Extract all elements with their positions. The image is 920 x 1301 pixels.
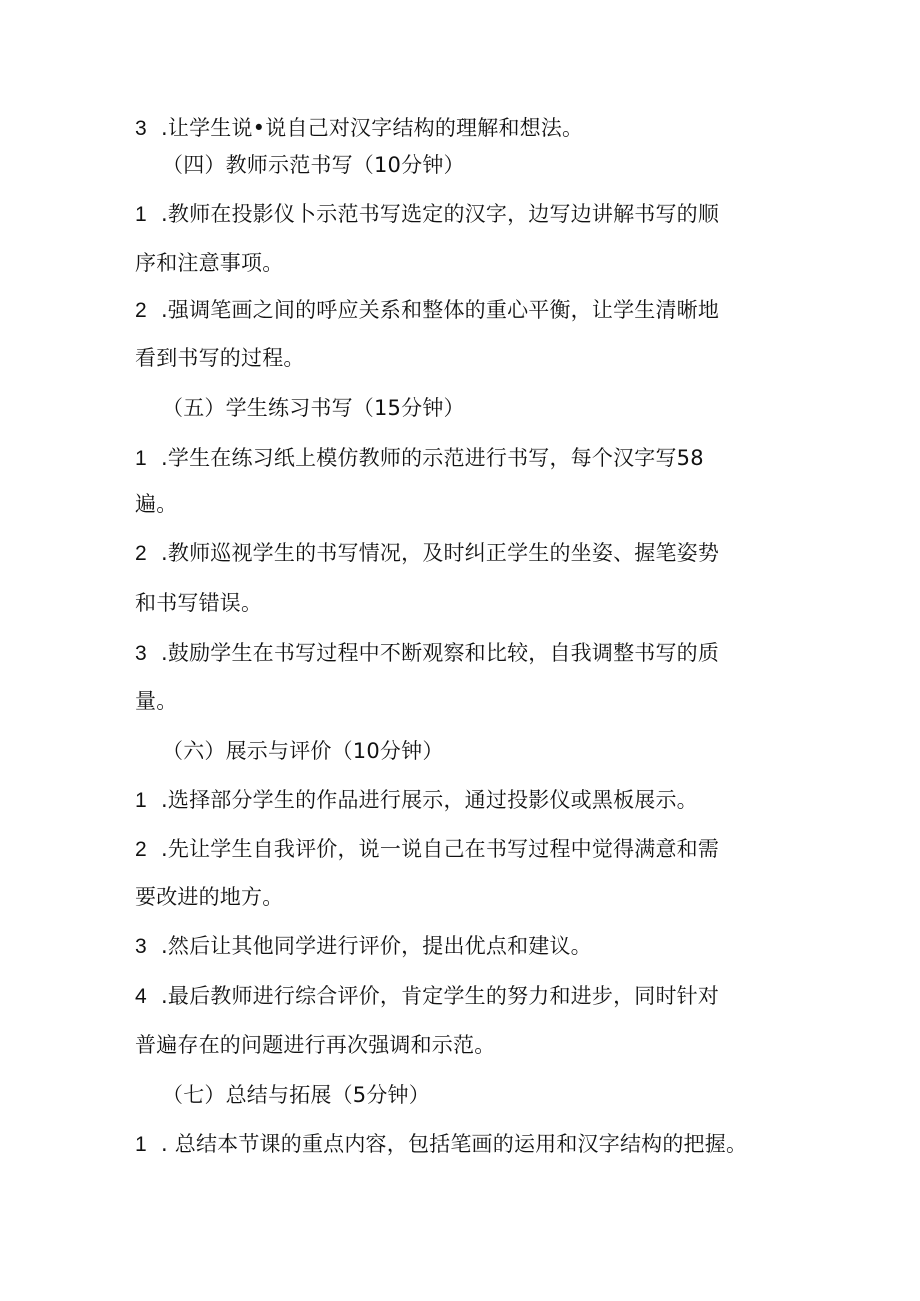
- item-text: . 总结本节课的重点内容，包括笔画的运用和汉字结构的把握。: [161, 1132, 748, 1156]
- continuation-line: 遍。: [135, 492, 178, 516]
- list-item: [135, 443, 704, 474]
- list-item: [135, 981, 719, 1012]
- item-text: .强调笔画之间的呼应关系和整体的重心平衡，让学生清晰地: [161, 298, 720, 322]
- item-number: 1: [135, 1133, 147, 1156]
- item-text: .学生在练习纸上模仿教师的示范进行书写，每个汉字写58: [161, 446, 704, 470]
- section-heading: （七）总结与拓展（5分钟）: [162, 1083, 430, 1107]
- continuation-line: 要改进的地方。: [135, 885, 284, 909]
- list-item: [135, 638, 719, 669]
- item-number: 1: [135, 447, 147, 470]
- item-number: 2: [135, 299, 147, 322]
- continuation-line: 序和注意事项。: [135, 251, 284, 275]
- section-heading: （六）展示与评价（10分钟）: [162, 739, 444, 763]
- item-number: 3: [135, 642, 147, 665]
- list-item: [135, 931, 592, 962]
- section-heading: （四）教师示范书写（10分钟）: [162, 153, 465, 177]
- list-item: [135, 834, 719, 865]
- item-text: .然后让其他同学进行评价，提出优点和建议。: [161, 934, 592, 958]
- item-number: 2: [135, 838, 147, 861]
- list-item: [135, 1129, 747, 1160]
- item-number: 3: [135, 935, 147, 958]
- item-number: 1: [135, 789, 147, 812]
- list-item: [135, 538, 719, 569]
- item-text: .选择部分学生的作品进行展示，通过投影仪或黑板展示。: [161, 788, 698, 812]
- item-number: 2: [135, 542, 147, 565]
- continuation-line: 普遍存在的问题进行再次强调和示范。: [135, 1033, 496, 1057]
- item-text: .教师在投影仪卜示范书写选定的汉字，边写边讲解书写的顺: [161, 202, 720, 226]
- list-item: [135, 113, 583, 144]
- item-text: .最后教师进行综合评价，肯定学生的努力和进步，同时针对: [161, 984, 720, 1008]
- item-text: .让学生说•说自己对汉字结构的理解和想法。: [161, 116, 584, 140]
- item-number: 3: [135, 117, 147, 140]
- list-item: [135, 199, 719, 230]
- item-text: .先让学生自我评价，说一说自己在书写过程中觉得满意和需: [161, 837, 720, 861]
- list-item: [135, 295, 719, 326]
- list-item: [135, 785, 698, 816]
- continuation-line: 量。: [135, 689, 178, 713]
- item-text: .教师巡视学生的书写情况，及时纠正学生的坐姿、握笔姿势: [161, 541, 720, 565]
- item-number: 4: [135, 985, 147, 1008]
- item-text: .鼓励学生在书写过程中不断观察和比较，自我调整书写的质: [161, 641, 720, 665]
- item-number: 1: [135, 203, 147, 226]
- continuation-line: 看到书写的过程。: [135, 346, 305, 370]
- continuation-line: 和书写错误。: [135, 591, 263, 615]
- section-heading: （五）学生练习书写（15分钟）: [162, 396, 465, 420]
